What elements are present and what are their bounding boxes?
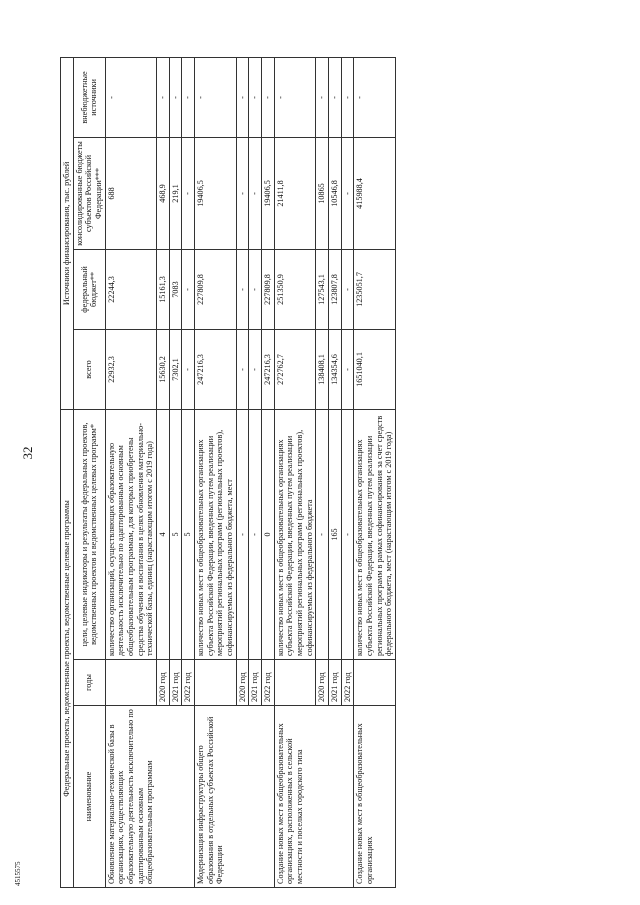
- project-name: Создание новых мест в общеобразовательных организациях: [354, 706, 396, 888]
- year-label: 2020 год: [236, 660, 249, 706]
- regional-value: 19406,5: [195, 137, 237, 249]
- total-value: 247216,3: [195, 329, 237, 409]
- regional-value: -: [249, 137, 262, 249]
- federal-value: -: [182, 249, 195, 329]
- col-header-federal: федеральный бюджет**: [73, 249, 105, 329]
- col-header-regional: консолидированные бюджеты субъектов Российской Федерации***: [73, 137, 105, 249]
- table-row: [105, 57, 156, 887]
- federal-value: 227809,8: [262, 249, 275, 329]
- header-financing: Источники финансирования, тыс. рублей: [61, 57, 74, 409]
- goal-text: количество новых мест в общеобразовательных организациях субъекта Российской Федерации, введенных путем реализации мероприятий региональных программ (региональных проектов), софинансируемых из федерального бюджета, мест: [195, 409, 237, 659]
- total-value: -: [236, 329, 249, 409]
- project-name: Обновление материально-технической базы в организациях, осуществляющих образовательную деятельность исключительно по адаптированным основным общеобразовательным программам: [105, 706, 194, 888]
- regional-value: 10865: [316, 137, 329, 249]
- total-value: 1651040,1: [354, 329, 396, 409]
- header-projects: Федеральные проекты, ведомственные проекты, ведомственные целевые программы: [61, 409, 74, 887]
- year-label: 2022 год: [182, 660, 195, 706]
- project-name: Создание новых мест в общеобразовательных организациях, расположенных в сельской местности и поселках городского типа: [274, 706, 354, 888]
- col-header-years: годы: [73, 660, 105, 706]
- page-number: 32: [20, 446, 35, 460]
- extra-value: -: [105, 57, 156, 137]
- indicator-value: -: [316, 409, 329, 659]
- total-value: 7302,1: [169, 329, 182, 409]
- regional-value: 468,9: [157, 137, 170, 249]
- federal-value: -: [236, 249, 249, 329]
- table-row: [354, 57, 396, 887]
- extra-value: -: [182, 57, 195, 137]
- extra-value: -: [316, 57, 329, 137]
- indicator-value: -: [249, 409, 262, 659]
- total-value: 272762,7: [274, 329, 316, 409]
- federal-value: -: [341, 249, 354, 329]
- federal-value: 127543,1: [316, 249, 329, 329]
- federal-value: 7083: [169, 249, 182, 329]
- federal-value: 123807,8: [329, 249, 342, 329]
- col-header-total: всего: [73, 329, 105, 409]
- regional-value: 19406,5: [262, 137, 275, 249]
- goal-text: количество новых мест в общеобразовательных организациях субъекта Российской Федерации, введенных путем реализации региональных программ в рамках софинансирования за счет средств федерального бюджета, мест (нарастающим итогом с 2019 года): [354, 409, 396, 659]
- regional-value: -: [182, 137, 195, 249]
- indicator-value: 4: [157, 409, 170, 659]
- total-value: 15630,2: [157, 329, 170, 409]
- indicator-value: 165: [329, 409, 342, 659]
- indicator-value: 5: [182, 409, 195, 659]
- extra-value: -: [169, 57, 182, 137]
- goal-text: количество новых мест в общеобразовательных организациях субъекта Российской Федерации, введенных путем реализации мероприятий региональных программ (региональных проектов), софинансируемых из федерального бюджета: [274, 409, 316, 659]
- total-value: 138408,1: [316, 329, 329, 409]
- regional-value: 219,1: [169, 137, 182, 249]
- indicator-value: 5: [169, 409, 182, 659]
- total-value: 134354,6: [329, 329, 342, 409]
- col-header-name: наименование: [73, 706, 105, 888]
- year-label: 2021 год: [329, 660, 342, 706]
- total-value: 22932,3: [105, 329, 156, 409]
- regional-value: 688: [105, 137, 156, 249]
- year-label: 2021 год: [169, 660, 182, 706]
- federal-value: 15161,3: [157, 249, 170, 329]
- extra-value: -: [236, 57, 249, 137]
- extra-value: -: [249, 57, 262, 137]
- table-row: [195, 57, 237, 887]
- extra-value: -: [354, 57, 396, 137]
- col-header-goals: цели, целевые индикаторы и результаты федеральных проектов, ведомственных проектов и ведомственных целевых программ*: [73, 409, 105, 659]
- col-header-extra: внебюджетные источники: [73, 57, 105, 137]
- extra-value: -: [274, 57, 316, 137]
- federal-value: 251350,9: [274, 249, 316, 329]
- extra-value: -: [329, 57, 342, 137]
- total-value: 247216,3: [262, 329, 275, 409]
- regional-value: 10546,8: [329, 137, 342, 249]
- indicator-value: -: [341, 409, 354, 659]
- total-value: -: [182, 329, 195, 409]
- federal-value: 1235051,7: [354, 249, 396, 329]
- year-label: 2022 год: [341, 660, 354, 706]
- table-row: [274, 57, 316, 887]
- federal-value: -: [249, 249, 262, 329]
- landscape-table-frame: [60, 58, 590, 888]
- year-label: 2020 год: [316, 660, 329, 706]
- year-label: 2022 год: [262, 660, 275, 706]
- regional-value: 21411,8: [274, 137, 316, 249]
- extra-value: -: [195, 57, 237, 137]
- indicator-value: 0: [262, 409, 275, 659]
- federal-value: 22244,3: [105, 249, 156, 329]
- federal-value: 227809,8: [195, 249, 237, 329]
- total-value: -: [341, 329, 354, 409]
- extra-value: -: [262, 57, 275, 137]
- year-label: 2021 год: [249, 660, 262, 706]
- indicator-value: -: [236, 409, 249, 659]
- regional-value: 415988,4: [354, 137, 396, 249]
- financing-table: [60, 57, 396, 888]
- goal-text: количество организаций, осуществляющих образовательную деятельность исключительно по адаптированным основным общеобразовательным программам, для которых приобретены средства обучения и воспитания в целях обновления материально-технической базы, единиц (нарастающим итогом с 2019 года): [105, 409, 156, 659]
- regional-value: -: [341, 137, 354, 249]
- extra-value: -: [157, 57, 170, 137]
- project-name: Модернизация инфраструктуры общего образования в отдельных субъектах Российской Федерации: [195, 706, 275, 888]
- year-label: 2020 год: [157, 660, 170, 706]
- total-value: -: [249, 329, 262, 409]
- regional-value: -: [236, 137, 249, 249]
- document-id: 4515575: [14, 861, 22, 886]
- extra-value: -: [341, 57, 354, 137]
